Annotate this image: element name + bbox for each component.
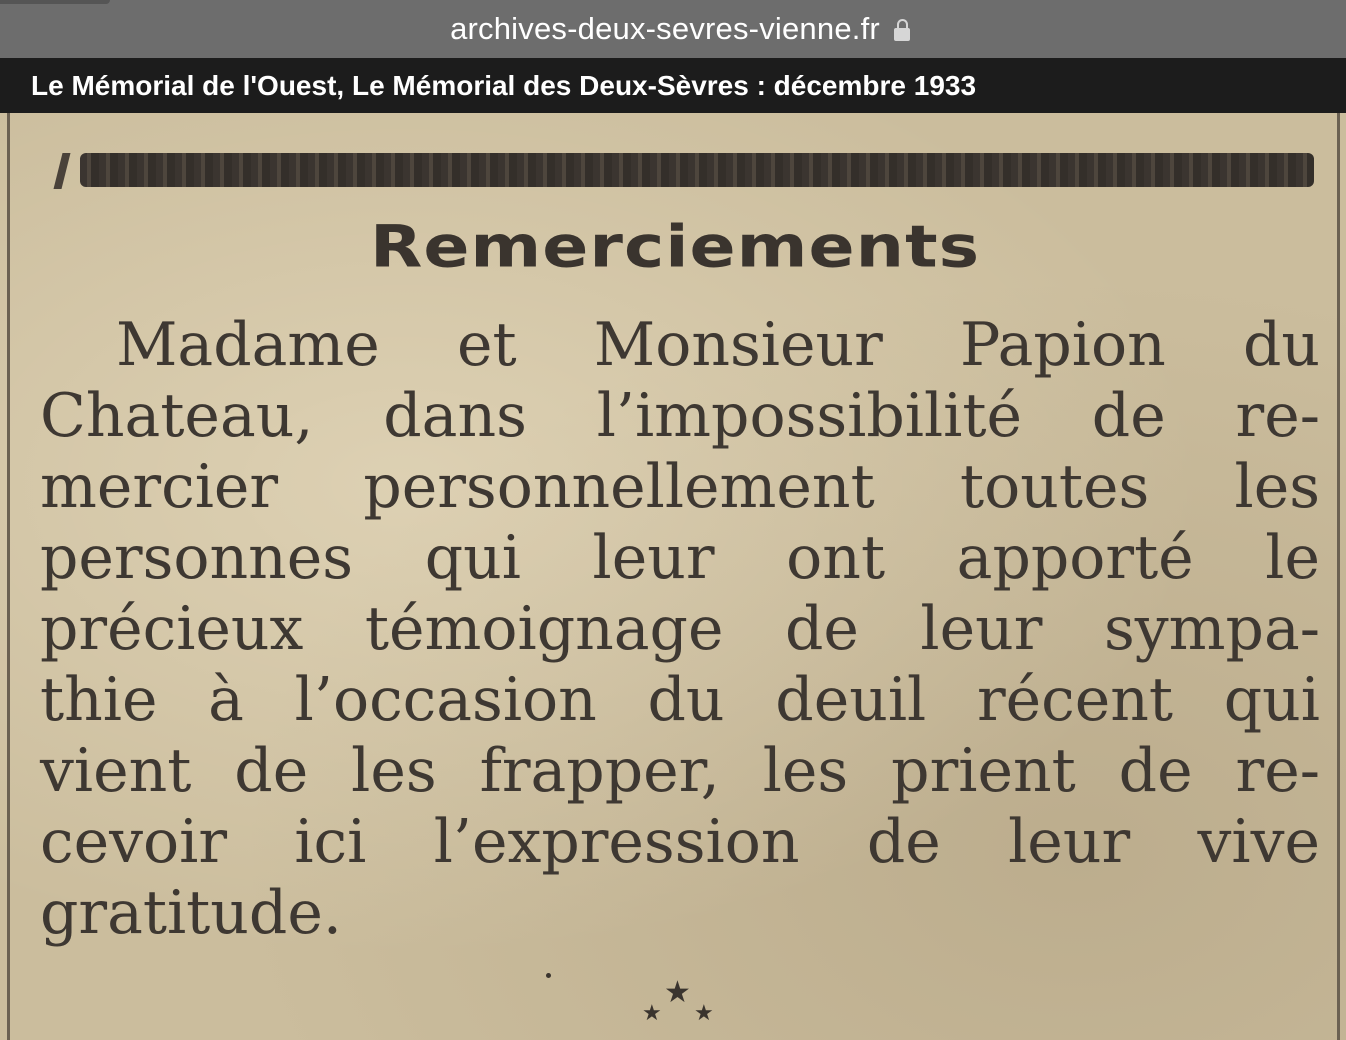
article-line: thie à l’occasion du deuil récent qui: [40, 665, 1320, 735]
lock-icon: [894, 19, 910, 41]
article-line: cevoir ici l’expression de leur vive: [40, 807, 1320, 877]
article-line: vient de les frapper, les prient de re-: [40, 736, 1320, 806]
article-line: Madame et Monsieur Papion du: [116, 310, 1320, 380]
address-bar[interactable]: [0, 0, 1346, 58]
article-body: [40, 310, 1320, 949]
article-line: Chateau, dans l’impossibilité de re-: [40, 381, 1320, 451]
document-title: Le Mémorial de l'Ouest, Le Mémorial des Deux-Sèvres : décembre 1933: [31, 69, 977, 101]
article-line: personnes qui leur ont apporté le: [40, 523, 1320, 593]
tab-indicator: [0, 0, 110, 4]
article-line: gratitude.: [40, 878, 342, 948]
url-text[interactable]: archives-deux-sevres-vienne.fr: [450, 11, 880, 46]
article-line: mercier personnellement toutes les: [40, 452, 1320, 522]
stars-ornament-icon: ★ ★ ★: [642, 975, 714, 1026]
newspaper-scan: [0, 113, 1346, 1040]
document-title-bar: [0, 58, 1346, 113]
article-line: précieux témoignage de leur sympa-: [40, 594, 1320, 664]
print-speck: [546, 973, 551, 978]
article-heading: Remerciements: [369, 213, 981, 282]
section-divider: [80, 153, 1314, 187]
rule-mark: [54, 153, 71, 189]
